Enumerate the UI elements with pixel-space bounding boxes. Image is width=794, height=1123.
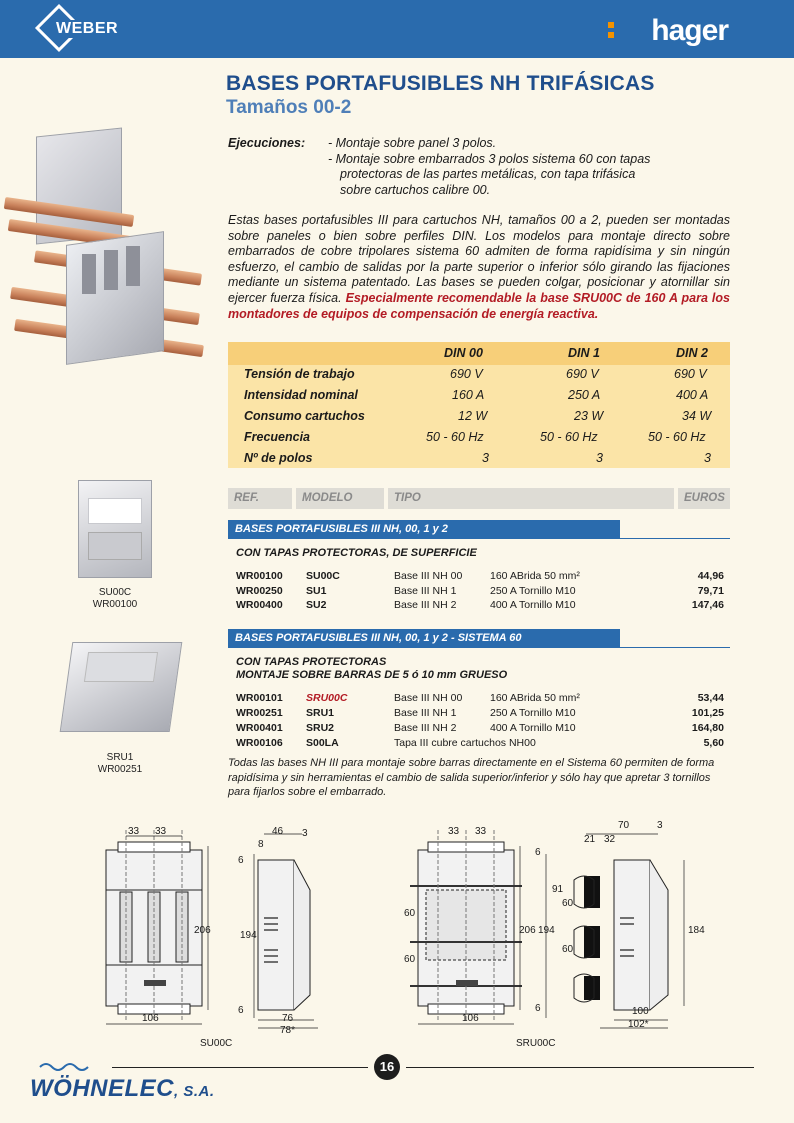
spec-col-header: DIN 00	[444, 346, 483, 360]
spec-value: 12 W	[458, 409, 488, 423]
spec-col-header: DIN 1	[568, 346, 600, 360]
photo-caption-model: SRU1	[106, 752, 134, 763]
description-text: Estas bases portafusibles III para cartuchos NH, tamaños 00 a 2, pueden ser montadas sobre paneles o bien sobre perfiles DIN. Los modelos para montaje directo sobre embarrados de cobre tripolares sistema 60 admiten de forma rapidísima y sin ningún esfuerzo, el cambio de salidas por la parte superior o inferior sólo girando las fijaciones mediante un sistema patentado. Las bases se pueden colgar, posicionar y atornillar sin ejercer fuerza física.	[228, 213, 730, 305]
description-highlight-code: SRU00C	[572, 290, 623, 305]
section-title: BASES PORTAFUSIBLES III NH, 00, 1 y 2 - SISTEMA 60	[228, 629, 620, 648]
row-type: Base III NH 2	[394, 599, 457, 611]
dim-label: 33	[448, 826, 460, 837]
ejecuciones-item: - Montaje sobre panel 3 polos.	[328, 136, 497, 150]
row-price: 44,96	[697, 570, 724, 582]
dim-label: 32	[604, 834, 616, 845]
row-price: 147,46	[691, 599, 724, 611]
row-price: 101,25	[691, 707, 724, 719]
weber-logo-text: WEBER	[56, 20, 119, 37]
wohnelec-suffix: , S.A.	[174, 1083, 215, 1100]
spec-value: 50 - 60 Hz	[426, 430, 484, 444]
dim-label: 60	[562, 944, 574, 955]
section-title: BASES PORTAFUSIBLES III NH, 00, 1 y 2	[228, 520, 620, 539]
dim-label: 194	[240, 930, 257, 941]
row-ref: WR00251	[236, 707, 283, 719]
dim-label: 6	[535, 1003, 541, 1014]
spec-value: 690 V	[450, 367, 483, 381]
table-row	[236, 585, 724, 597]
dim-label: 184	[688, 925, 705, 936]
spec-value: 3	[482, 451, 489, 465]
dim-label: 60	[562, 898, 574, 909]
drawing-caption: SRU00C	[516, 1038, 556, 1049]
dim-label: 60	[404, 954, 416, 965]
row-price: 79,71	[697, 585, 724, 597]
footer-rule	[406, 1067, 754, 1068]
row-type: Base III NH 00	[394, 570, 463, 582]
section-subtitle: MONTAJE SOBRE BARRAS DE 5 ó 10 mm GRUESO	[236, 669, 508, 681]
row-ref: WR00401	[236, 722, 283, 734]
spec-value: 690 V	[674, 367, 707, 381]
drawing-sru00c-front	[406, 820, 536, 1035]
description-highlight-b: de 160 A para los montadores de equipos de compensación de energía reactiva.	[228, 290, 730, 321]
section-subtitle: CON TAPAS PROTECTORAS	[236, 656, 387, 668]
drawing-sru00c-side	[540, 820, 700, 1035]
dim-label: 106	[462, 1013, 479, 1024]
ejecuciones-item: - Montaje sobre embarrados 3 polos sistema 60 con tapas protectoras de las partes metálicas, con tapa trifásica sobre cartuchos calibre 00.	[328, 151, 651, 197]
dim-label: 206	[194, 925, 211, 936]
row-ref: WR00100	[236, 570, 283, 582]
row-price: 164,80	[691, 722, 724, 734]
table-row	[236, 737, 724, 749]
spec-table	[228, 342, 730, 468]
table-row	[236, 599, 724, 611]
dim-label: 194	[538, 925, 555, 936]
row-spec: 160 ABrida 50 mm²	[490, 570, 580, 582]
row-model: SRU00C	[306, 692, 348, 704]
drawing-caption: SU00C	[200, 1038, 233, 1049]
spec-value: 50 - 60 Hz	[648, 430, 706, 444]
section-subtitle: CON TAPAS PROTECTORAS, DE SUPERFICIE	[236, 547, 477, 559]
table-row	[236, 707, 724, 719]
col-header-modelo: MODELO	[296, 488, 384, 509]
dim-label: 100	[632, 1006, 649, 1017]
row-type: Base III NH 1	[394, 585, 457, 597]
page-number: 16	[374, 1054, 400, 1080]
dim-label: 21	[584, 834, 596, 845]
dim-label: 206	[519, 925, 536, 936]
dim-label: 6	[238, 855, 244, 866]
col-header-euros: EUROS	[678, 488, 730, 509]
row-model: SRU1	[306, 707, 335, 719]
dim-label: 91	[552, 884, 564, 895]
hager-colon-icon	[608, 22, 614, 38]
spec-value: 34 W	[682, 409, 712, 423]
ejecuciones-list	[328, 136, 668, 198]
col-header-ref: REF.	[228, 488, 292, 509]
dim-label: 70	[618, 820, 630, 831]
description-highlight-a: Especialmente recomendable la base	[345, 290, 569, 305]
row-model: SRU2	[306, 722, 335, 734]
photo-caption-ref: WR00100	[92, 599, 138, 610]
wohnelec-name: WÖHNELEC	[30, 1075, 174, 1102]
spec-value: 3	[596, 451, 603, 465]
row-spec: 400 A Tornillo M10	[490, 722, 576, 734]
row-model: SU2	[306, 599, 327, 611]
col-header-tipo: TIPO	[388, 488, 674, 509]
row-price: 5,60	[703, 737, 724, 749]
spec-value: 690 V	[566, 367, 599, 381]
dim-label: 78*	[280, 1025, 296, 1036]
row-model: SU00C	[306, 570, 340, 582]
dim-label: 60	[404, 908, 416, 919]
note-paragraph: Todas las bases NH III para montaje sobre barras directamente en el Sistema 60 permiten de forma rapidísima y sin herramientas el cambio de salida superior/inferior y sólo hay que apretar 3 tornillos para fijarlos sobre el embarrado.	[228, 757, 715, 798]
wohnelec-logo	[30, 1075, 215, 1103]
row-type: Tapa III cubre cartuchos NH00	[394, 737, 536, 749]
row-ref: WR00106	[236, 737, 283, 749]
spec-value: 23 W	[574, 409, 604, 423]
spec-value: 400 A	[676, 388, 709, 402]
row-type: Base III NH 2	[394, 722, 457, 734]
spec-row-label: Consumo cartuchos	[244, 409, 365, 423]
row-ref: WR00101	[236, 692, 283, 704]
table-row	[236, 722, 724, 734]
row-type: Base III NH 00	[394, 692, 463, 704]
footer-rule	[112, 1067, 368, 1068]
page-subtitle: Tamaños 00-2	[226, 97, 352, 118]
section-rule	[228, 538, 730, 539]
dim-label: 33	[128, 826, 140, 837]
dim-label: 76	[282, 1013, 294, 1024]
weber-logo	[34, 8, 154, 50]
wohnelec-wave-icon	[38, 1060, 98, 1074]
dim-label: 6	[238, 1005, 244, 1016]
row-model: S00LA	[306, 737, 339, 749]
spec-col-header: DIN 2	[676, 346, 708, 360]
dim-label: 33	[475, 826, 487, 837]
spec-value: 50 - 60 Hz	[540, 430, 598, 444]
ejecuciones-label: Ejecuciones:	[228, 136, 306, 150]
spec-value: 3	[704, 451, 711, 465]
photo-caption-ref: WR00251	[97, 764, 143, 775]
row-spec: 400 A Tornillo M10	[490, 599, 576, 611]
dim-label: 3	[657, 820, 663, 831]
row-model: SU1	[306, 585, 327, 597]
row-ref: WR00400	[236, 599, 283, 611]
row-spec: 160 ABrida 50 mm²	[490, 692, 580, 704]
dim-label: 8	[258, 839, 264, 850]
dim-label: 3	[302, 828, 308, 839]
row-spec: 250 A Tornillo M10	[490, 707, 576, 719]
spec-row-label: Tensión de trabajo	[244, 367, 355, 381]
spec-value: 160 A	[452, 388, 485, 402]
row-spec: 250 A Tornillo M10	[490, 585, 576, 597]
dim-label: 102*	[628, 1019, 649, 1030]
section-rule	[228, 647, 730, 648]
row-type: Base III NH 1	[394, 707, 457, 719]
row-price: 53,44	[697, 692, 724, 704]
dim-label: 46	[272, 826, 284, 837]
drawing-su00c-side	[234, 820, 324, 1035]
description-paragraph	[228, 213, 730, 322]
spec-row-label: Intensidad nominal	[244, 388, 358, 402]
spec-row-label: Frecuencia	[244, 430, 311, 444]
hager-logo: hager	[651, 14, 728, 47]
dim-label: 6	[535, 847, 541, 858]
dim-label: 33	[155, 826, 167, 837]
table-row	[236, 692, 724, 704]
dim-label: 106	[142, 1013, 159, 1024]
spec-value: 250 A	[568, 388, 601, 402]
table-row	[236, 570, 724, 582]
row-ref: WR00250	[236, 585, 283, 597]
photo-caption-model: SU00C	[98, 587, 132, 598]
page-title: BASES PORTAFUSIBLES NH TRIFÁSICAS	[226, 72, 655, 95]
spec-row-label: Nº de polos	[244, 451, 313, 465]
